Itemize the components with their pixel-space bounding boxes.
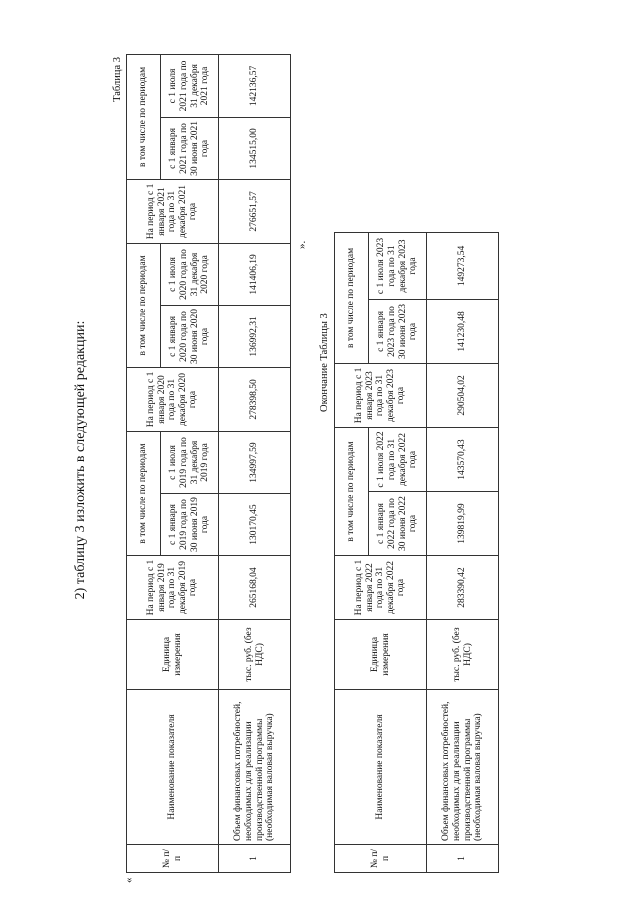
table2-cell-2022-h2: 143570,43	[427, 427, 499, 491]
table2-header-2022-h2: с 1 июля 2022 года по 31 декабря 2022 года	[369, 427, 427, 491]
table2-header-group-2023: в том числе по периодам	[335, 232, 369, 363]
table-row	[219, 54, 291, 872]
table1	[126, 54, 291, 873]
table1-cell-name: Объем финансовых потребностей, необходимых для реализации производственной программы (необходимая валовая выручка)	[219, 690, 291, 845]
table2-header-2022: На период с 1 января 2022 года по 31 декабря 2022 года	[335, 556, 427, 620]
table1-header-group-2020: в том числе по периодам	[127, 243, 161, 367]
table2-cell-num: 1	[427, 845, 499, 873]
table1-header-2020: На период с 1 января 2020 года по 31 декабря 2020 года	[127, 367, 219, 431]
table1-header-2021-h2: с 1 июля 2021 года по 31 декабря 2021 года	[161, 54, 219, 117]
table1-header-unit: Единица измерения	[127, 620, 219, 690]
close-quote-mark: ».	[296, 240, 308, 249]
table2-header-group-2022: в том числе по периодам	[335, 427, 369, 555]
table1-cell-2021: 276651,57	[219, 179, 291, 243]
table1-header-2019-h1: с 1 января 2019 года по 30 июня 2019 года	[161, 494, 219, 556]
table2-header-2023: На период с 1 января 2023 года по 31 декабря 2023 года	[335, 363, 427, 427]
table1-header-2020-h2: с 1 июля 2020 года по 31 декабря 2020 года	[161, 243, 219, 305]
heading-text: 2) таблицу 3 изложить в следующей редакции:	[73, 320, 88, 600]
table2	[334, 232, 499, 873]
table1-header-name: Наименование показателя	[127, 690, 219, 845]
table2-cell-2022-h1: 139819,99	[427, 492, 499, 556]
table1-header-group-2021: в том числе по периодам	[127, 54, 161, 179]
table2-header-num: № п/п	[335, 845, 427, 873]
table2-header-2023-h2: с 1 июля 2023 года по 31 декабря 2023 года	[369, 232, 427, 299]
table2-cell-2022: 283390,42	[427, 556, 499, 620]
table1-cell-2020-h2: 141406,19	[219, 243, 291, 305]
table1-header-2019-h2: с 1 июля 2019 года по 31 декабря 2019 года	[161, 431, 219, 493]
table1-cell-2019: 265168,04	[219, 556, 291, 620]
table2-header-name: Наименование показателя	[335, 690, 427, 845]
table2-cell-2023-h1: 141230,48	[427, 299, 499, 363]
table2-cell-unit: тыс. руб. (без НДС)	[427, 620, 499, 690]
table2-cell-name: Объем финансовых потребностей, необходимых для реализации производственной программы (необходимая валовая выручка)	[427, 690, 499, 845]
table1-cell-2021-h1: 134515,00	[219, 117, 291, 179]
table1-cell-2020: 278398,50	[219, 367, 291, 431]
table1-cell-2021-h2: 142136,57	[219, 54, 291, 117]
rotated-table-sheet	[110, 55, 520, 885]
table1-cell-num: 1	[219, 845, 291, 873]
table1-header-2020-h1: с 1 января 2020 года по 30 июня 2020 года	[161, 305, 219, 367]
table1-header-group-2019: в том числе по периодам	[127, 431, 161, 555]
table1-header-2021-h1: с 1 января 2021 года по 30 июня 2021 года	[161, 117, 219, 179]
table1-caption: Таблица 3	[112, 57, 123, 102]
table1-header-2019: На период с 1 января 2019 года по 31 декабря 2019 года	[127, 556, 219, 620]
open-quote-mark: «	[123, 877, 135, 883]
table1-cell-2019-h2: 134997,59	[219, 431, 291, 493]
table1-cell-2019-h1: 130170,45	[219, 494, 291, 556]
table2-header-2023-h1: с 1 января 2023 года по 30 июня 2023 года	[369, 299, 427, 363]
table1-cell-unit: тыс. руб. (без НДС)	[219, 620, 291, 690]
table1-cell-2020-h1: 136992,31	[219, 305, 291, 367]
landscape-content	[110, 55, 520, 885]
table1-header-2021: На период с 1 января 2021 года по 31 декабря 2021 года	[127, 179, 219, 243]
table1-header-num: № п/п	[127, 845, 219, 873]
table2-caption: Окончание Таблицы 3	[319, 313, 330, 412]
table2-cell-2023: 290504,02	[427, 363, 499, 427]
table2-header-unit: Единица измерения	[335, 620, 427, 690]
table2-cell-2023-h2: 149273,54	[427, 232, 499, 299]
table2-header-2022-h1: с 1 января 2022 года по 30 июня 2022 года	[369, 492, 427, 556]
table-row	[427, 232, 499, 872]
